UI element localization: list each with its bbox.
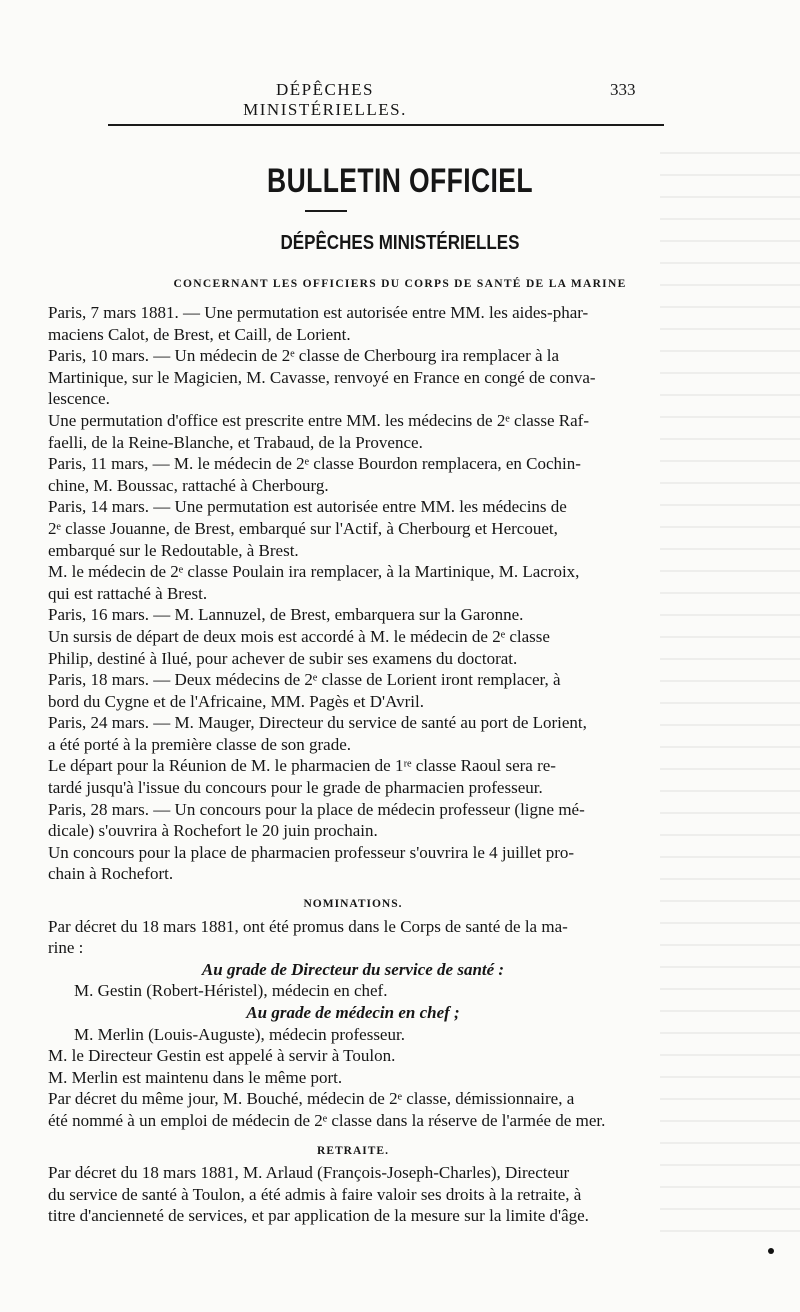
text-line: Paris, 11 mars, — M. le médecin de 2ᵉ classe Bourdon remplacera, en Cochin- xyxy=(48,454,581,474)
text-line: tardé jusqu'à l'issue du concours pour le grade de pharmacien professeur. xyxy=(48,778,543,798)
running-head-title: DÉPÊCHES MINISTÉRIELLES. xyxy=(243,80,407,119)
text-line: Philip, destiné à Ilué, pour achever de subir ses examens du doctorat. xyxy=(48,648,518,668)
text-line: titre d'ancienneté de services, et par application de la mesure sur la limite d'âge. xyxy=(48,1206,589,1226)
text-line: M. le médecin de 2ᵉ classe Poulain ira remplacer, à la Martinique, M. Lacroix, xyxy=(48,562,580,582)
running-head xyxy=(0,78,800,119)
text-line: été nommé à un emploi de médecin de 2ᵉ classe dans la réserve de l'armée de mer. xyxy=(48,1110,606,1130)
text-line: dicale) s'ouvrira à Rochefort le 20 juin prochain. xyxy=(48,821,378,841)
spacer xyxy=(48,1132,658,1141)
bleed-through xyxy=(660,140,800,1240)
text-line: chain à Rochefort. xyxy=(48,864,174,884)
text-line: maciens Calot, de Brest, et Caill, de Lorient. xyxy=(48,324,351,344)
text-line: Par décret du 18 mars 1881, M. Arlaud (François-Joseph-Charles), Directeur xyxy=(48,1163,570,1183)
text-line: Un concours pour la place de pharmacien professeur s'ouvrira le 4 juillet pro- xyxy=(48,842,575,862)
ink-dot xyxy=(768,1248,774,1254)
text-line: Une permutation d'office est prescrite entre MM. les médecins de 2ᵉ classe Raf- xyxy=(48,410,590,430)
text-line: M. Merlin est maintenu dans le même port. xyxy=(48,1067,343,1087)
text-line: M. Merlin (Louis-Auguste), médecin professeur. xyxy=(74,1024,405,1044)
text-line: Un sursis de départ de deux mois est accordé à M. le médecin de 2ᵉ classe xyxy=(48,626,550,646)
grade-heading: Au grade de médecin en chef ; xyxy=(246,1003,460,1022)
section-title: DÉPÊCHES MINISTÉRIELLES xyxy=(280,232,520,254)
text-line: Par décret du même jour, M. Bouché, médecin de 2ᵉ classe, démissionnaire, a xyxy=(48,1089,575,1109)
section-heading-nominations: NOMINATIONS. xyxy=(303,898,403,911)
text-line: Paris, 28 mars. — Un concours pour la place de médecin professeur (ligne mé- xyxy=(48,799,585,819)
text-line: qui est rattaché à Brest. xyxy=(48,583,208,603)
spacer xyxy=(48,885,658,894)
text-line: embarqué sur le Redoutable, à Brest. xyxy=(48,540,299,560)
text-line: Paris, 16 mars. — M. Lannuzel, de Brest, embarquera sur la Garonne. xyxy=(48,605,524,625)
text-line: Paris, 7 mars 1881. — Une permutation est autorisée entre MM. les aides-phar- xyxy=(48,303,589,322)
section-heading-retraite: RETRAITE. xyxy=(317,1144,389,1157)
text-line: a été porté à la première classe de son grade. xyxy=(48,734,352,754)
text-line: lescence. xyxy=(48,389,110,409)
text-line: rine : xyxy=(48,938,84,958)
text-line: 2ᵉ classe Jouanne, de Brest, embarqué sur l'Actif, à Cherbourg et Hercouet, xyxy=(48,518,558,538)
text-line: Le départ pour la Réunion de M. le pharmacien de 1ʳᵉ classe Raoul sera re- xyxy=(48,756,556,776)
text-line: M. le Directeur Gestin est appelé à servir à Toulon. xyxy=(48,1046,396,1066)
grade-heading: Au grade de Directeur du service de santé : xyxy=(201,959,505,979)
text-line: faelli, de la Reine-Blanche, et Trabaud, de la Provence. xyxy=(48,432,423,452)
page-title: BULLETIN OFFICIEL xyxy=(267,162,533,200)
text-line: Paris, 14 mars. — Une permutation est autorisée entre MM. les médecins de xyxy=(48,497,567,517)
text-line: chine, M. Boussac, rattaché à Cherbourg. xyxy=(48,475,329,495)
page-number: 333 xyxy=(610,80,636,99)
text-line: Paris, 18 mars. — Deux médecins de 2ᵉ classe de Lorient iront remplacer, à xyxy=(48,670,561,690)
text-line: Martinique, sur le Magicien, M. Cavasse, renvoyé en France en congé de conva- xyxy=(48,367,596,387)
body-text xyxy=(48,302,658,1227)
text-line: Par décret du 18 mars 1881, ont été promus dans le Corps de santé de la ma- xyxy=(48,916,568,936)
section-kicker: CONCERNANT LES OFFICIERS DU CORPS DE SANTÉ DE LA MARINE xyxy=(173,278,627,290)
text-line: bord du Cygne et de l'Africaine, MM. Pagès et D'Avril. xyxy=(48,691,424,711)
text-line: du service de santé à Toulon, a été admis à faire valoir ses droits à la retraite, à xyxy=(48,1184,582,1204)
text-line: Paris, 24 mars. — M. Mauger, Directeur du service de santé au port de Lorient, xyxy=(48,713,587,733)
text-line: M. Gestin (Robert-Héristel), médecin en chef. xyxy=(74,981,388,1001)
title-rule xyxy=(305,210,347,212)
top-rule xyxy=(108,124,664,126)
text-line: Paris, 10 mars. — Un médecin de 2ᵉ classe de Cherbourg ira remplacer à la xyxy=(48,346,560,366)
